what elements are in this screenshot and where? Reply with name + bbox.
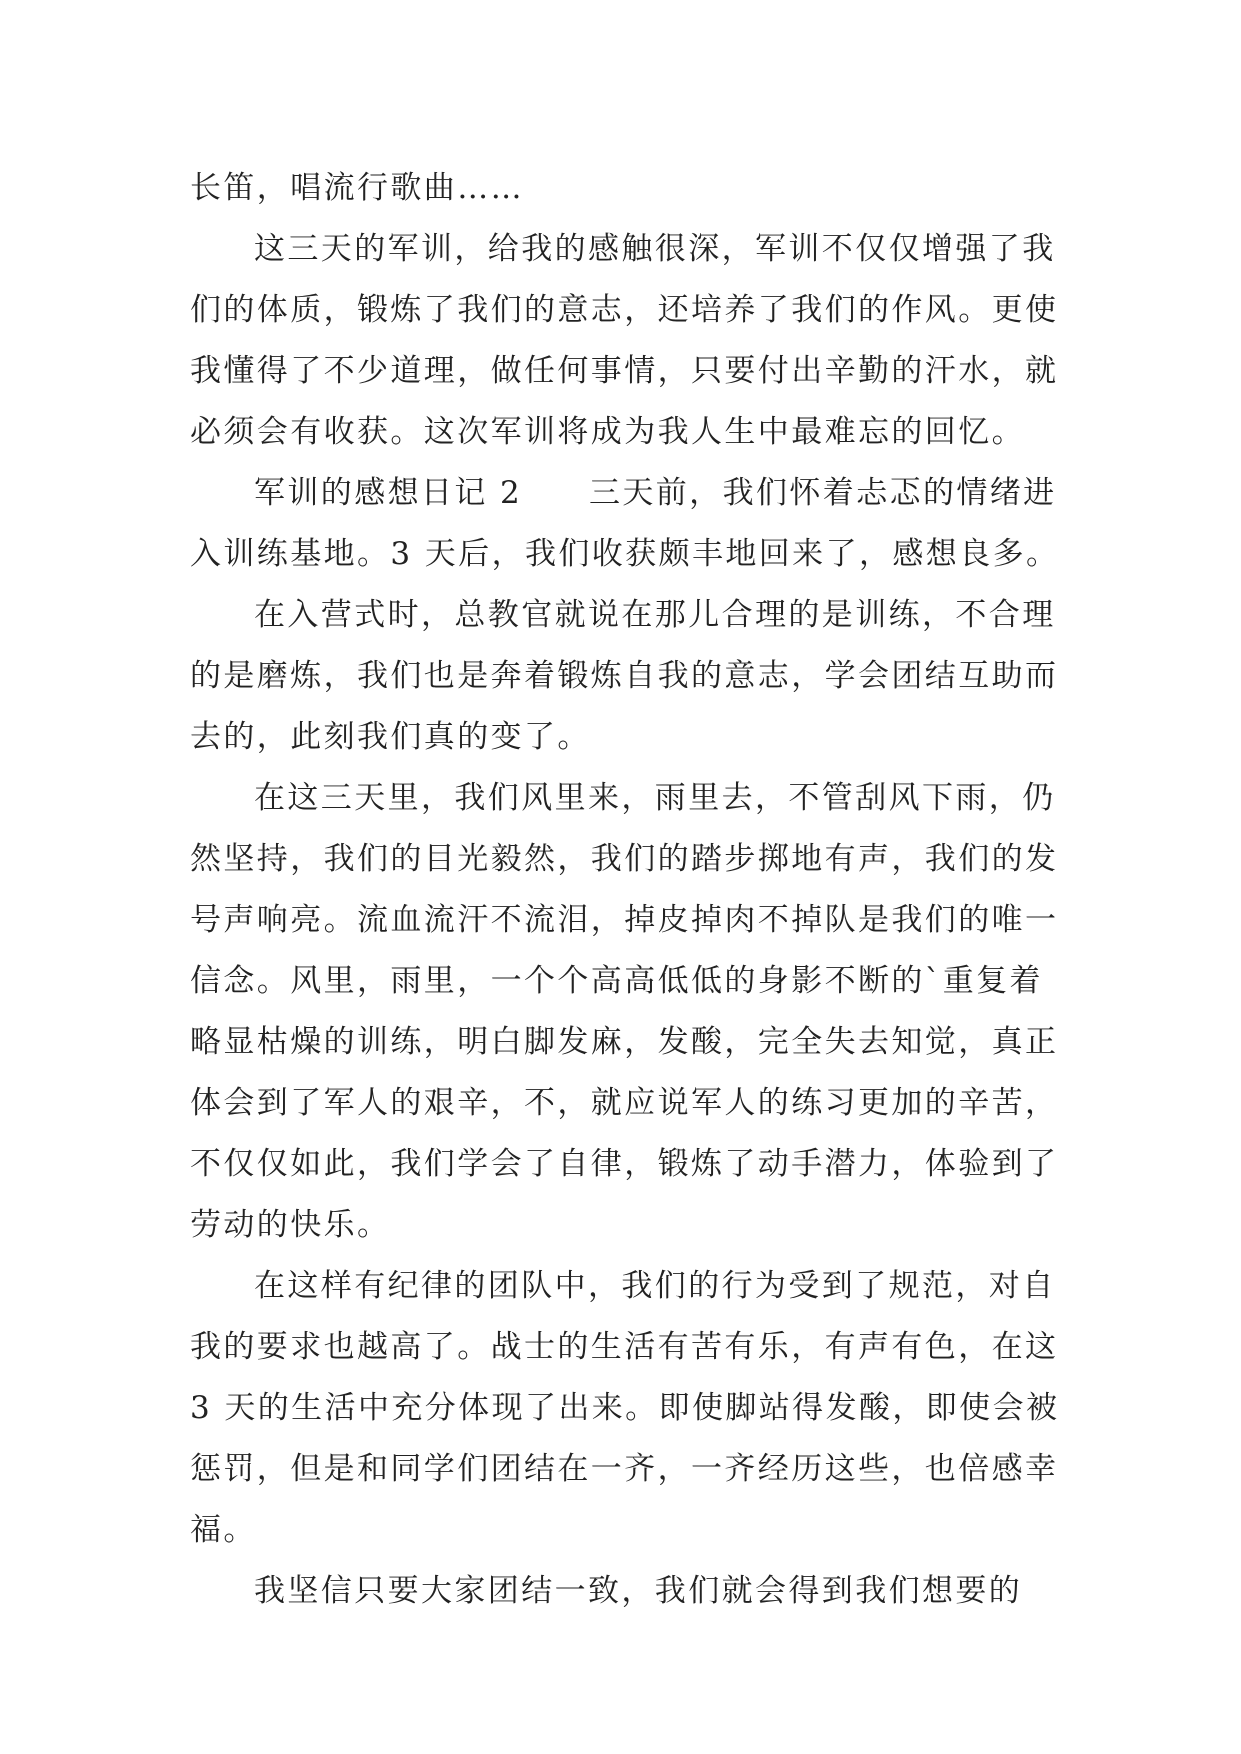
body-text (190, 158, 1070, 1622)
text-line: 惩罚，但是和同学们团结在一齐，一齐经历这些，也倍感幸 (190, 1451, 1059, 1487)
text-line: 信念。风里，雨里，一个个高高低低的身影不断的`重复着 (190, 963, 1043, 999)
text-line: 在入营式时，总教官就说在那儿合理的是训练，不合理 (254, 597, 1056, 633)
text-line: 在这样有纪律的团队中，我们的行为受到了规范，对自 (254, 1268, 1056, 1304)
text-line: 号声响亮。流血流汗不流泪，掉皮掉肉不掉队是我们的唯一 (190, 902, 1059, 938)
text-line: 劳动的快乐。 (190, 1207, 391, 1243)
text-line: 军训的感想日记 2 三天前，我们怀着忐忑的情绪进 (254, 475, 1057, 511)
text-line: 入训练基地。3 天后，我们收获颇丰地回来了，感想良多。 (190, 536, 1060, 572)
text-line: 我懂得了不少道理，做任何事情，只要付出辛勤的汗水，就 (190, 353, 1059, 389)
text-line: 体会到了军人的艰辛，不，就应说军人的练习更加的辛苦， (190, 1085, 1059, 1121)
text-line: 们的体质，锻炼了我们的意志，还培养了我们的作风。更使 (190, 292, 1059, 328)
text-line: 我坚信只要大家团结一致，我们就会得到我们想要的 (254, 1573, 1023, 1609)
text-line: 在这三天里，我们风里来，雨里去，不管刮风下雨，仍 (254, 780, 1056, 816)
text-line: 必须会有收获。这次军训将成为我人生中最难忘的回忆。 (190, 414, 1025, 450)
text-line: 这三天的军训，给我的感触很深，军训不仅仅增强了我 (254, 231, 1056, 267)
text-line: 长笛，唱流行歌曲…… (190, 170, 524, 206)
text-line: 不仅仅如此，我们学会了自律，锻炼了动手潜力，体验到了 (190, 1146, 1059, 1182)
text-line: 3 天的生活中充分体现了出来。即使脚站得发酸，即使会被 (190, 1390, 1060, 1426)
text-line: 我的要求也越高了。战士的生活有苦有乐，有声有色，在这 (190, 1329, 1059, 1365)
text-line: 的是磨炼，我们也是奔着锻炼自我的意志，学会团结互助而 (190, 658, 1059, 694)
text-line: 福。 (190, 1512, 257, 1548)
text-line: 然坚持，我们的目光毅然，我们的踏步掷地有声，我们的发 (190, 841, 1059, 877)
text-line: 去的，此刻我们真的变了。 (190, 719, 591, 755)
text-line: 略显枯燥的训练，明白脚发麻，发酸，完全失去知觉，真正 (190, 1024, 1059, 1060)
